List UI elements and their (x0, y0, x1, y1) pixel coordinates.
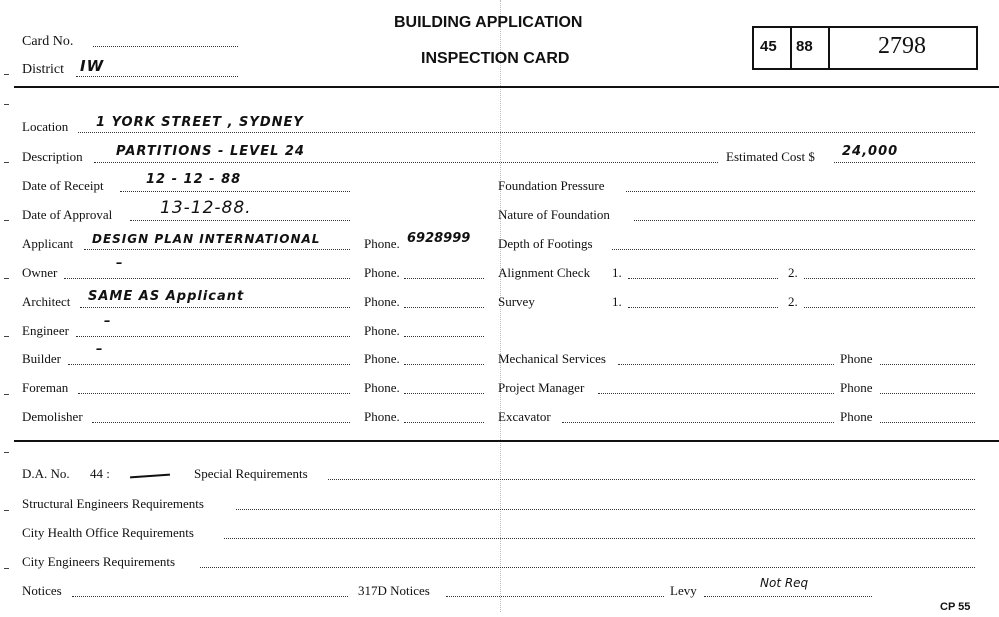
builder-label: Builder (22, 351, 61, 366)
foreman-phone-label: Phone. (364, 380, 400, 395)
applicant-field (84, 249, 350, 250)
foundation-pressure-label: Foundation Pressure (498, 178, 605, 193)
foundation-pressure-field (626, 191, 975, 192)
district-value: IW (80, 57, 105, 75)
city-engineers-requirements-label: City Engineers Requirements (22, 554, 176, 569)
location-value: 1 YORK STREET , SYDNEY (96, 115, 304, 130)
card-no-label: Card No. (22, 34, 74, 49)
builder-field (68, 364, 350, 365)
section-rule (14, 440, 999, 442)
depth-footings-label: Depth of Footings (498, 236, 593, 251)
margin-tick (4, 510, 9, 511)
header-rule (14, 86, 999, 88)
mechanical-phone-label: Phone (840, 351, 873, 366)
notices-317d-label: 317D Notices (358, 583, 430, 598)
location-field (78, 132, 975, 133)
title-line-2: INSPECTION CARD (421, 50, 570, 67)
margin-tick (4, 568, 9, 569)
owner-phone-field (404, 278, 484, 279)
excavator-phone-field (880, 422, 975, 423)
excavator-phone-label: Phone (840, 409, 873, 424)
owner-label: Owner (22, 265, 58, 280)
notices-317d-field (446, 596, 664, 597)
project-manager-label: Project Manager (498, 380, 585, 395)
special-requirements-field (328, 479, 975, 480)
alignment-field-2 (804, 278, 975, 279)
architect-phone-label: Phone. (364, 294, 400, 309)
date-receipt-field (120, 191, 350, 192)
survey-num-1: 1. (612, 294, 622, 309)
engineer-phone-field (404, 336, 484, 337)
demolisher-label: Demolisher (22, 409, 83, 424)
health-requirements-label: City Health Office Requirements (22, 525, 194, 540)
project-manager-field (598, 393, 834, 394)
foreman-label: Foreman (22, 380, 69, 395)
owner-field (64, 278, 350, 279)
date-approval-field (130, 220, 350, 221)
applicant-value: DESIGN PLAN INTERNATIONAL (92, 232, 321, 246)
architect-value: SAME AS Applicant (88, 289, 245, 304)
alignment-field-1 (628, 278, 778, 279)
da-no-value: 44 : (90, 466, 110, 481)
date-approval-value: 13-12-88. (160, 198, 252, 218)
nature-foundation-field (634, 220, 975, 221)
estimated-cost-label: Estimated Cost $ (726, 149, 815, 164)
applicant-label: Applicant (22, 236, 74, 251)
architect-phone-field (404, 307, 484, 308)
survey-field-1 (628, 307, 778, 308)
margin-tick (4, 336, 9, 337)
box-divider (828, 28, 830, 68)
margin-tick (4, 162, 9, 163)
project-manager-phone-field (880, 393, 975, 394)
project-manager-phone-label: Phone (840, 380, 873, 395)
box-divider (790, 28, 792, 68)
card-number: 2798 (878, 33, 926, 59)
nature-foundation-label: Nature of Foundation (498, 207, 610, 222)
health-requirements-field (224, 538, 975, 539)
levy-value: Not Req (760, 576, 809, 590)
margin-tick (4, 74, 9, 75)
city-engineers-requirements-field (200, 567, 975, 568)
survey-field-2 (804, 307, 975, 308)
applicant-phone-label: Phone. (364, 236, 400, 251)
builder-value: – (96, 342, 104, 357)
estimated-cost-field (834, 162, 975, 163)
excavator-field (562, 422, 834, 423)
foreman-field (78, 393, 350, 394)
demolisher-phone-label: Phone. (364, 409, 400, 424)
description-label: Description (22, 149, 83, 164)
demolisher-phone-field (404, 422, 484, 423)
margin-tick (4, 394, 9, 395)
margin-tick (4, 104, 9, 105)
da-no-label: D.A. No. (22, 466, 70, 481)
margin-tick (4, 220, 9, 221)
engineer-label: Engineer (22, 323, 69, 338)
special-requirements-label: Special Requirements (194, 466, 308, 481)
description-field (94, 162, 718, 163)
owner-value: – (116, 256, 124, 271)
builder-phone-label: Phone. (364, 351, 400, 366)
location-label: Location (22, 119, 69, 134)
district-field (76, 76, 238, 77)
margin-tick (4, 278, 9, 279)
district-label: District (22, 62, 64, 77)
date-receipt-value: 12 - 12 - 88 (146, 172, 242, 187)
alignment-check-label: Alignment Check (498, 265, 591, 280)
notices-label: Notices (22, 583, 62, 598)
depth-footings-field (612, 249, 975, 250)
mechanical-field (618, 364, 834, 365)
owner-phone-label: Phone. (364, 265, 400, 280)
card-no-field (93, 46, 238, 47)
card-prefix-a: 45 (760, 38, 777, 55)
alignment-num-1: 1. (612, 265, 622, 280)
structural-requirements-label: Structural Engineers Requirements (22, 496, 204, 511)
card-prefix-b: 88 (796, 38, 813, 55)
survey-label: Survey (498, 294, 535, 309)
mechanical-label: Mechanical Services (498, 351, 606, 366)
engineer-phone-label: Phone. (364, 323, 400, 338)
builder-phone-field (404, 364, 484, 365)
levy-label: Levy (670, 583, 697, 598)
structural-requirements-field (236, 509, 975, 510)
demolisher-field (92, 422, 350, 423)
date-receipt-label: Date of Receipt (22, 178, 104, 193)
margin-tick (4, 452, 9, 453)
levy-field (704, 596, 872, 597)
excavator-label: Excavator (498, 409, 551, 424)
card-number-box (752, 26, 978, 70)
alignment-num-2: 2. (788, 265, 798, 280)
date-approval-label: Date of Approval (22, 207, 113, 222)
da-no-dash (130, 474, 170, 479)
applicant-phone-value: 6928999 (407, 231, 471, 246)
description-value: PARTITIONS - LEVEL 24 (116, 144, 305, 159)
mechanical-phone-field (880, 364, 975, 365)
architect-field (80, 307, 350, 308)
estimated-cost-value: 24,000 (842, 144, 899, 159)
foreman-phone-field (404, 393, 484, 394)
notices-field (72, 596, 348, 597)
title-line-1: BUILDING APPLICATION (394, 14, 583, 31)
form-code: CP 55 (940, 601, 971, 613)
architect-label: Architect (22, 294, 71, 309)
engineer-value: – (104, 314, 112, 329)
engineer-field (76, 336, 350, 337)
survey-num-2: 2. (788, 294, 798, 309)
